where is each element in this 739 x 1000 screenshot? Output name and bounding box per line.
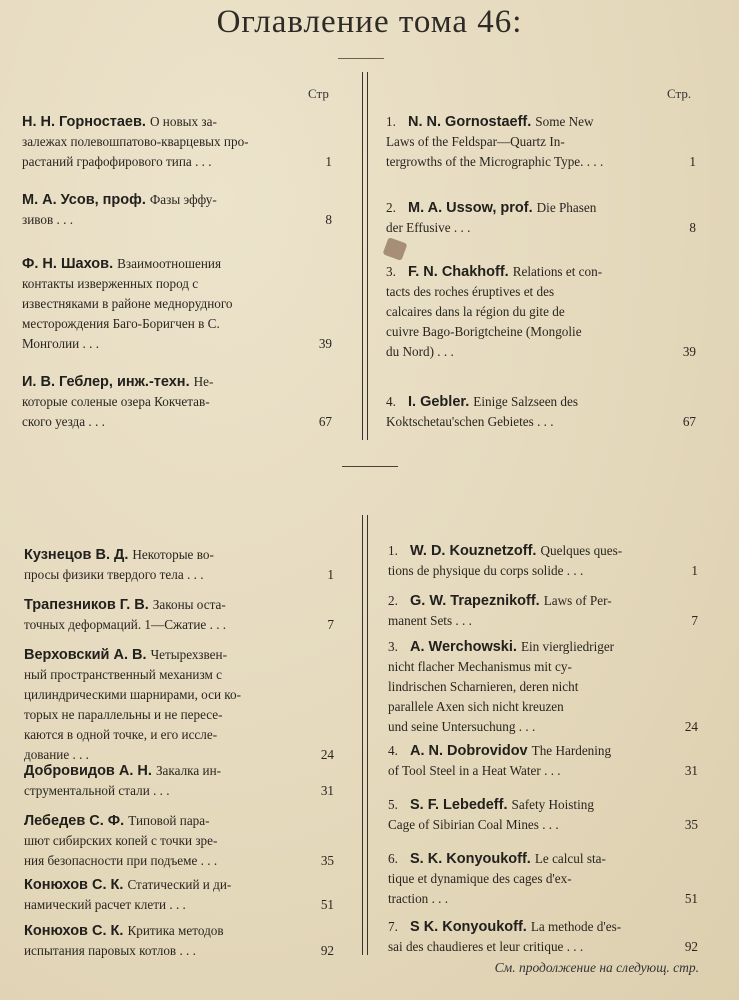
toc-entry	[388, 591, 698, 631]
entry-line	[22, 254, 332, 274]
entry-page-number: 51	[684, 891, 698, 906]
entry-author: G. W. Trapeznikoff.	[410, 593, 544, 609]
entry-page-number: 8	[689, 220, 696, 235]
entry-page-number: 7	[691, 613, 698, 628]
entry-title-text: und seine Untersuchung	[388, 719, 516, 734]
entry-line	[388, 717, 698, 737]
entry-page-number: 39	[318, 336, 332, 351]
entry-title-text: Не-	[193, 374, 214, 389]
leader-dots: . . .	[176, 943, 196, 958]
entry-line	[24, 665, 334, 685]
toc-entry	[24, 921, 334, 961]
section-rule	[342, 466, 398, 467]
leader-dots: . . .	[450, 220, 471, 235]
entry-title-text: sai des chaudieres et leur critique	[388, 939, 564, 954]
entry-title-text: контакты изверженных пород с	[22, 276, 199, 291]
toc-entry	[388, 741, 698, 781]
entry-author: М. А. Усов, проф.	[22, 192, 150, 208]
entry-number: 1.	[386, 114, 396, 129]
toc-entry	[24, 811, 334, 871]
entry-title-text: calcaires dans la région du gite de	[386, 304, 565, 319]
entry-title-text: of Tool Steel in a Heat Water	[388, 763, 541, 778]
entry-page-number: 92	[684, 939, 698, 954]
entry-line	[22, 274, 332, 294]
entry-author: Верховский А. В.	[24, 647, 151, 663]
entry-author: A. N. Dobrovidov	[410, 743, 532, 759]
entry-line	[388, 761, 698, 781]
page-column-label-left: Стр	[308, 86, 329, 101]
entry-page-number: 92	[320, 943, 334, 958]
entry-title-text: tions de physique du corps solide	[388, 563, 564, 578]
entry-page-number: 1	[327, 567, 334, 582]
entry-title-text: Die Phasen	[536, 200, 597, 215]
entry-line	[386, 112, 696, 132]
entry-page-number: 24	[320, 747, 334, 762]
column-divider-bottom	[362, 515, 363, 955]
entry-title-text: испытания паровых котлов	[24, 943, 177, 958]
entry-line	[24, 705, 334, 725]
column-divider-bottom-2	[367, 515, 368, 955]
entry-author: Конюхов С. К.	[24, 923, 128, 939]
entry-line	[386, 198, 696, 218]
entry-title-text: просы физики твердого тела	[24, 567, 184, 582]
leader-dots: . . .	[533, 414, 554, 429]
entry-line	[386, 152, 696, 172]
toc-entry	[22, 372, 332, 432]
entry-title-text: Laws of the Feldspar—Quartz In-	[386, 134, 565, 149]
entry-number: 2.	[388, 593, 398, 608]
entry-line	[388, 917, 698, 937]
entry-title-text: nicht flacher Mechanismus mit cy-	[388, 659, 572, 674]
entry-title-text: manent Sets	[388, 613, 453, 628]
entry-author: Ф. Н. Шахов.	[22, 256, 118, 272]
entry-title-text: О новых за-	[149, 114, 217, 129]
entry-title-text: Cage of Sibirian Coal Mines	[388, 817, 539, 832]
entry-line	[388, 741, 698, 761]
entry-line	[388, 815, 698, 835]
entry-page-number: 1	[325, 154, 332, 169]
entry-line	[386, 218, 696, 238]
entry-title-text: Фазы эффу-	[149, 192, 217, 207]
entry-author: I. Gebler.	[408, 394, 474, 410]
leader-dots: . . .	[206, 617, 227, 632]
title-rule	[338, 58, 384, 59]
toc-entry	[24, 761, 334, 801]
entry-line	[388, 795, 698, 815]
entry-title-text: торых не параллельны и не пересе-	[24, 707, 223, 722]
toc-entry	[388, 541, 698, 581]
entry-line	[22, 314, 332, 334]
entry-line	[388, 849, 698, 869]
leader-dots: . . .	[183, 567, 204, 582]
entry-author: Н. Н. Горностаев.	[22, 114, 150, 130]
leader-dots: . . .	[540, 763, 561, 778]
entry-number: 1.	[388, 543, 398, 558]
entry-title-text: parallele Axen sich nicht kreuzen	[388, 699, 564, 714]
entry-number: 3.	[386, 264, 396, 279]
entry-line	[22, 190, 332, 210]
entry-page-number: 35	[320, 853, 334, 868]
continuation-note: См. продолжение на следующ. стр.	[494, 960, 699, 975]
entry-title-text: растаний графофирового типа	[22, 154, 192, 169]
entry-line	[22, 210, 332, 230]
leader-dots: . . .	[452, 613, 472, 628]
entry-line	[24, 761, 334, 781]
entry-title-text: Статический и ди-	[127, 877, 232, 892]
entry-line	[388, 937, 698, 957]
entry-line	[386, 342, 696, 362]
entry-line	[386, 262, 696, 282]
entry-author: F. N. Chakhoff.	[408, 264, 513, 280]
leader-dots: . . .	[433, 344, 454, 359]
entry-page-number: 31	[684, 763, 698, 778]
entry-author: S K. Konyoukoff.	[410, 919, 531, 935]
entry-title-text: дование	[24, 747, 70, 762]
entry-title-text: The Hardening	[531, 743, 612, 758]
entry-title-text: цилиндрическими шарнирами, оси ко-	[24, 687, 242, 702]
leader-dots: . . .	[79, 336, 100, 351]
entry-line	[22, 412, 332, 432]
leader-dots: . . .	[197, 853, 218, 868]
entry-title-text: месторождения Баго-Боригчен в С.	[22, 316, 220, 331]
entry-line	[24, 831, 334, 851]
toc-entry	[388, 849, 698, 909]
entry-title-text: известняками в районе меднорудного	[22, 296, 233, 311]
entry-line	[22, 392, 332, 412]
entry-title-text: Quelques ques-	[540, 543, 623, 558]
leader-dots: . . .	[563, 939, 584, 954]
entry-title-text: Четырехзвен-	[150, 647, 227, 662]
entry-line	[388, 611, 698, 631]
entry-title-text: cuivre Bago-Borigtcheine (Mongolie	[386, 324, 582, 339]
entry-title-text: Ein viergliedriger	[520, 639, 615, 654]
entry-line	[388, 637, 698, 657]
entry-page-number: 1	[689, 154, 696, 169]
entry-line	[24, 615, 334, 635]
entry-number: 3.	[388, 639, 398, 654]
entry-title-text: Закалка ин-	[155, 763, 222, 778]
toc-entry	[22, 190, 332, 230]
entry-title-text: tergrowths of the Micrographic Type.	[386, 154, 584, 169]
toc-entry	[24, 875, 334, 915]
entry-line	[386, 302, 696, 322]
entry-title-text: Koktschetau'schen Gebietes	[386, 414, 534, 429]
entry-title-text: шют сибирских копей с точки зре-	[24, 833, 218, 848]
entry-line	[22, 132, 332, 152]
entry-title-text: tique et dynamique des cages d'ex-	[388, 871, 572, 886]
entry-title-text: Some New	[535, 114, 594, 129]
entry-line	[22, 372, 332, 392]
entry-line	[388, 541, 698, 561]
entry-page-number: 67	[318, 414, 332, 429]
entry-title-text: струментальной стали	[24, 783, 150, 798]
entry-line	[24, 851, 334, 871]
entry-title-text: ный пространственный механизм с	[24, 667, 223, 682]
entry-line	[22, 152, 332, 172]
toc-entry	[388, 637, 698, 737]
entry-author: Трапезников Г. В.	[24, 597, 153, 613]
entry-line	[386, 282, 696, 302]
entry-page-number: 31	[320, 783, 334, 798]
toc-entry	[386, 392, 696, 432]
toc-entry	[386, 262, 696, 362]
entry-line	[24, 645, 334, 665]
entry-line	[24, 895, 334, 915]
column-divider-top	[362, 72, 363, 440]
entry-number: 6.	[388, 851, 398, 866]
toc-entry	[24, 545, 334, 585]
entry-page-number: 39	[682, 344, 696, 359]
toc-entry	[386, 198, 696, 238]
entry-page-number: 1	[691, 563, 698, 578]
entry-author: M. A. Ussow, prof.	[408, 200, 537, 216]
entry-title-text: lindrischen Scharnieren, deren nicht	[388, 679, 579, 694]
entry-title-text: зивов	[22, 212, 54, 227]
entry-line	[24, 725, 334, 745]
entry-line	[388, 889, 698, 909]
leader-dots: . . .	[191, 154, 212, 169]
entry-author: S. F. Lebedeff.	[410, 797, 512, 813]
entry-line	[386, 412, 696, 432]
entry-title-text: залежах полевошпатово-кварцевых про-	[22, 134, 249, 149]
toc-entry	[388, 917, 698, 957]
leader-dots: . . .	[53, 212, 74, 227]
entry-title-text: Einige Salzseen des	[473, 394, 579, 409]
entry-line	[24, 545, 334, 565]
entry-author: Конюхов С. К.	[24, 877, 128, 893]
leader-dots: . . .	[166, 897, 186, 912]
entry-line	[388, 591, 698, 611]
entry-title-text: ния безопасности при подъеме	[24, 853, 198, 868]
entry-author: И. В. Геблер, инж.-техн.	[22, 374, 194, 390]
entry-line	[24, 811, 334, 831]
entry-line	[386, 132, 696, 152]
entry-line	[388, 561, 698, 581]
entry-page-number: 51	[320, 897, 334, 912]
entry-title-text: du Nord)	[386, 344, 434, 359]
entry-line	[388, 869, 698, 889]
entry-number: 7.	[388, 919, 398, 934]
entry-number: 2.	[386, 200, 396, 215]
entry-author: Добровидов А. Н.	[24, 763, 156, 779]
entry-line	[388, 697, 698, 717]
entry-author: S. K. Konyoukoff.	[410, 851, 535, 867]
entry-author: Лебедев С. Ф.	[24, 813, 129, 829]
leader-dots: . . .	[583, 154, 604, 169]
entry-title-text: ского уезда	[22, 414, 86, 429]
entry-title-text: которые соленые озера Кокчетав-	[22, 394, 210, 409]
entry-author: Кузнецов В. Д.	[24, 547, 133, 563]
entry-line	[386, 392, 696, 412]
toc-entry	[386, 112, 696, 172]
entry-page-number: 35	[684, 817, 698, 832]
entry-number: 4.	[388, 743, 398, 758]
toc-entry	[24, 595, 334, 635]
entry-page-number: 8	[325, 212, 332, 227]
entry-page-number: 7	[327, 617, 334, 632]
entry-title-text: Laws of Per-	[543, 593, 612, 608]
entry-line	[24, 875, 334, 895]
entry-title-text: Взаимоотношения	[117, 256, 222, 271]
entry-title-text: La methode d'es-	[530, 919, 622, 934]
entry-title-text: traction	[388, 891, 429, 906]
entry-page-number: 24	[684, 719, 698, 734]
entry-author: N. N. Gornostaeff.	[408, 114, 536, 130]
entry-title-text: Relations et con-	[512, 264, 603, 279]
entry-line	[24, 565, 334, 585]
entry-title-text: Некоторые во-	[132, 547, 214, 562]
toc-entry	[24, 645, 334, 765]
entry-author: W. D. Kouznetzoff.	[410, 543, 541, 559]
entry-number: 4.	[386, 394, 396, 409]
entry-title-text: der Effusive	[386, 220, 451, 235]
entry-title-text: Законы оста-	[152, 597, 226, 612]
entry-line	[24, 941, 334, 961]
entry-title-text: Монголии	[22, 336, 80, 351]
entry-author: A. Werchowski.	[410, 639, 521, 655]
leader-dots: . . .	[428, 891, 449, 906]
entry-line	[388, 677, 698, 697]
toc-entry	[22, 254, 332, 354]
entry-line	[24, 781, 334, 801]
page-column-label-right: Стр.	[667, 86, 692, 101]
entry-title-text: tacts des roches éruptives et des	[386, 284, 555, 299]
leader-dots: . . .	[85, 414, 105, 429]
entry-line	[24, 685, 334, 705]
leader-dots: . . .	[515, 719, 536, 734]
entry-title-text: Типовой пара-	[128, 813, 210, 828]
leader-dots: . . .	[538, 817, 559, 832]
column-divider-top-2	[367, 72, 368, 440]
entry-title-text: точных деформаций. 1—Сжатие	[24, 617, 207, 632]
leader-dots: . . .	[563, 563, 584, 578]
entry-title-text: Safety Hoisting	[511, 797, 594, 812]
entry-title-text: намический расчет клети	[24, 897, 167, 912]
entry-title-text: Le calcul sta-	[534, 851, 606, 866]
entry-line	[24, 595, 334, 615]
entry-page-number: 67	[682, 414, 696, 429]
toc-entry	[388, 795, 698, 835]
entry-number: 5.	[388, 797, 398, 812]
toc-entry	[22, 112, 332, 172]
page-title: Оглавление тома 46:	[216, 4, 523, 40]
entry-line	[22, 112, 332, 132]
entry-line	[386, 322, 696, 342]
ink-stain	[383, 237, 408, 261]
entry-line	[22, 294, 332, 314]
leader-dots: . . .	[149, 783, 170, 798]
entry-line	[22, 334, 332, 354]
leader-dots: . . .	[69, 747, 89, 762]
entry-line	[388, 657, 698, 677]
entry-line	[24, 921, 334, 941]
entry-title-text: каются в одной точке, и его иссле-	[24, 727, 218, 742]
entry-title-text: Критика методов	[127, 923, 224, 938]
